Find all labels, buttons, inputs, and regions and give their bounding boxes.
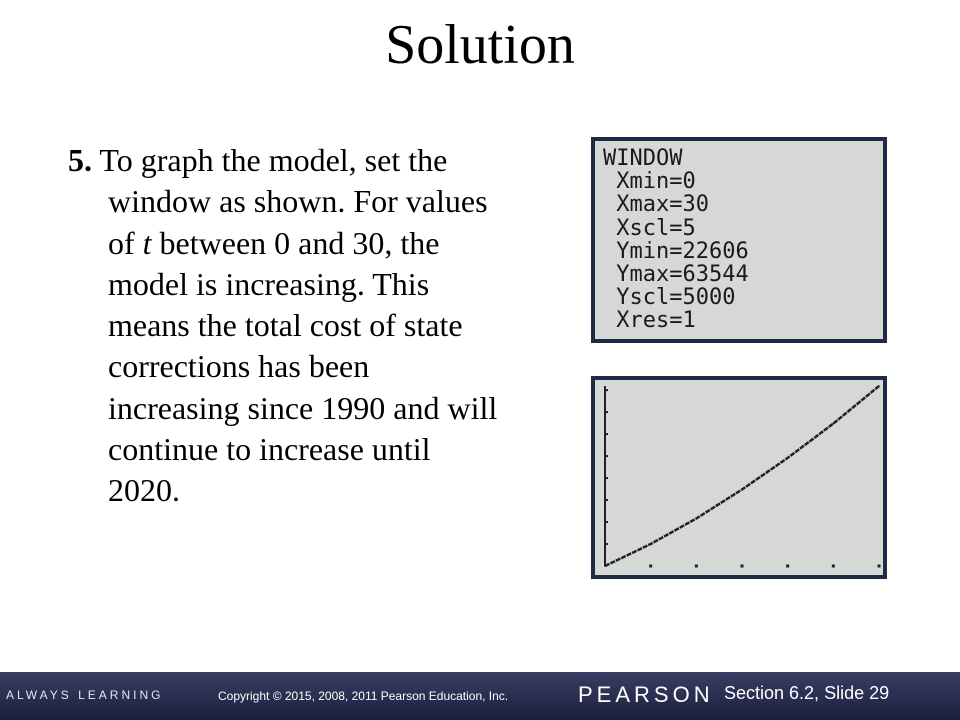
text-part-2: between 0 and 30, the model is increasing. This means the total cost of state corrections has been increasing since 1990 and will continue to increase until 2020. xyxy=(108,224,498,509)
model-curve xyxy=(605,386,879,566)
slide-number: Section 6.2, Slide 29 xyxy=(724,683,890,703)
text-part-1: To graph the model, set the window as shown. For values of xyxy=(92,142,488,261)
data-point xyxy=(741,489,743,491)
footer-brand: ALWAYS LEARNING xyxy=(6,688,164,702)
data-point xyxy=(787,457,789,459)
item-number: 5. xyxy=(68,142,92,178)
footer-copyright: Copyright © 2015, 2008, 2011 Pearson Education, Inc. xyxy=(218,689,509,703)
window-line: Xscl=5 xyxy=(603,215,696,241)
window-line: Yscl=5000 xyxy=(603,285,736,311)
solution-text xyxy=(68,140,508,512)
x-tick xyxy=(741,565,744,568)
window-line: Ymin=22606 xyxy=(603,238,749,264)
window-line: WINDOW xyxy=(603,146,683,171)
window-line: Xres=1 xyxy=(603,308,696,334)
window-line: Ymax=63544 xyxy=(603,262,749,288)
window-settings xyxy=(603,147,749,333)
data-point xyxy=(833,423,835,425)
data-point xyxy=(650,543,652,545)
data-point xyxy=(604,565,606,567)
footer-bar xyxy=(0,672,960,720)
publisher-logo: PEARSON xyxy=(578,682,714,707)
graph-svg xyxy=(595,380,883,575)
calculator-window-screen xyxy=(591,137,887,343)
window-line: Xmin=0 xyxy=(603,169,696,195)
x-tick xyxy=(695,565,698,568)
slide-title: Solution xyxy=(385,14,575,76)
x-tick xyxy=(832,565,835,568)
x-tick xyxy=(878,565,881,568)
data-point xyxy=(878,385,880,387)
window-line: Xmax=30 xyxy=(603,192,709,218)
solution-paragraph xyxy=(68,140,508,512)
variable-t: t xyxy=(142,224,152,261)
x-tick xyxy=(786,565,789,568)
calculator-graph-screen xyxy=(591,376,887,579)
x-tick xyxy=(649,565,652,568)
data-point xyxy=(696,518,698,520)
